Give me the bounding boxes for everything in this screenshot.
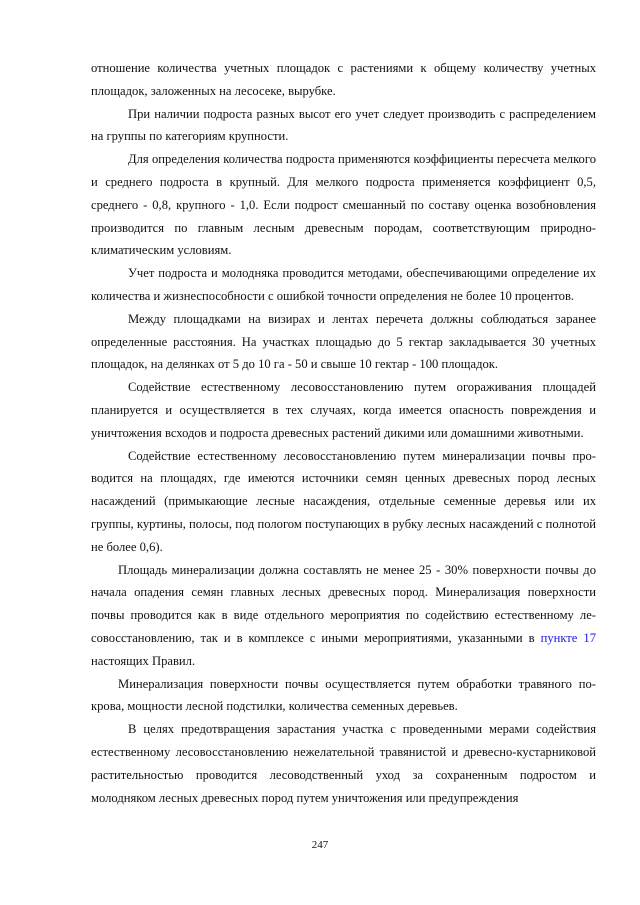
paragraph (91, 57, 596, 103)
paragraph (91, 559, 596, 673)
paragraph-text: Для определения количества подроста применяются коэффициенты пересчета мелкого и среднего подроста в крупный. Для мелкого подроста применяется коэффициент 0,5, среднего - 0,8, крупного - 1,0. Если подрост смешанный по составу оценка возобновления производится по главным лесным древесным породам, соответствующим природно-климатическим условиям. (91, 152, 596, 258)
paragraph-text: Содействие естественному лесовосстановлению путем огораживания площадей планируется и осуществляется в тех случаях, когда имеется опасность повреждения и уничтожения всходов и подроста древесных растений дикими или домашними животными. (91, 380, 596, 440)
document-body (91, 57, 596, 809)
page-number: 247 (311, 839, 329, 851)
paragraph (91, 718, 596, 809)
paragraph-text: Содействие естественному лесовосстановлению путем минерализации почвы проводится на площадях, где имеются источники семян ценных древесных пород лесных насаждений (примыкающие лесные насаждения, отдельные семенные деревья или их группы, куртины, полосы, под пологом поступающих в рубку лесных насаждений с полнотой не более 0,6). (91, 448, 596, 554)
paragraph (91, 308, 596, 376)
paragraph (91, 103, 596, 149)
paragraph-text: В целях предотвращения зарастания участка с проведенными мерами содействия естественному лесовосстановлению нежелательной травянистой и древесно-кустарниковой растительностью проводится лесоводственный уход за сохраненным подростом и молодняком лесных древесных пород путем уничтожения или предупреждения (91, 722, 596, 805)
paragraph (91, 376, 596, 444)
paragraph-text: Минерализация поверхности почвы осуществляется путем обработки травяного покрова, мощности лесной подстилки, количества семенных деревьев. (91, 676, 596, 714)
paragraph-text: Учет подроста и молодняка проводится методами, обеспечивающими определение их количества и жизнеспособности с ошибкой точности определения не более 10 процентов. (91, 266, 596, 303)
paragraph (91, 673, 596, 719)
paragraph-text: Площадь минерализации должна составлять не менее 25 - 30% поверхности почвы до начала опадения семян главных лесных древесных пород. Минерализация поверхности почвы проводится как в виде отдельного мероприятия по содействию естественному лесовосстановлению, так и в комплексе с иными мероприятиями, указанными в (91, 562, 596, 645)
paragraph (91, 445, 596, 559)
cross-reference-link[interactable]: пункте 17 (540, 630, 596, 645)
paragraph-text: При наличии подроста разных высот его учет следует производить с распределением на группы по категориям крупности. (91, 106, 596, 144)
paragraph-text: настоящих Правил. (91, 653, 196, 668)
paragraph-text: отношение количества учетных площадок с растениями к общему количеству учетных площадок, заложенных на лесосеке, вырубке. (91, 61, 596, 98)
paragraph (91, 148, 596, 262)
paragraph (91, 262, 596, 308)
paragraph-text: Между площадками на визирах и лентах перечета должны соблюдаться заранее определенные расстояния. На участках площадью до 5 гектар закладывается 30 учетных площадок, на делянках от 5 до 10 га - 50 и свыше 10 гектар - 100 площадок. (91, 311, 596, 372)
